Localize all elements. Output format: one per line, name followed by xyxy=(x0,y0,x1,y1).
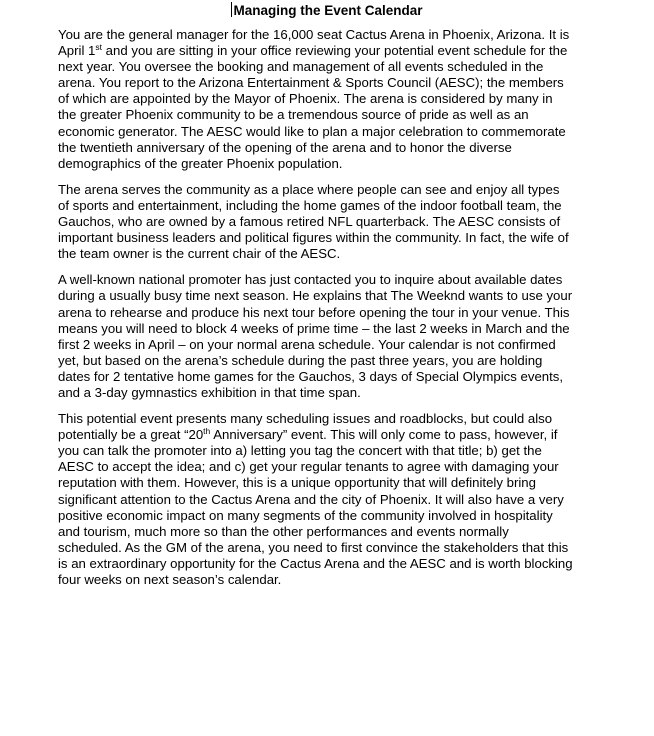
paragraph-3 xyxy=(58,272,574,401)
paragraph-3-text: A well-known national promoter has just contacted you to inquire about available dates during a usually busy time next season. He explains that The Weeknd wants to use your arena to rehearse and produce his next tour before opening the tour in your venue. This means you will need to block 4 weeks of prime time – the last 2 weeks in March and the first 2 weeks in April – on your normal arena schedule. Your calendar is not confirmed yet, but based on the arena’s schedule during the past three years, you are holding dates for 2 tentative home games for the Gauchos, 3 days of Special Olympics events, and a 3-day gymnastics exhibition in that time span. xyxy=(58,272,573,400)
paragraph-4-text-a: This potential event presents many scheduling issues and roadblocks, but could also potentially be a great “20 xyxy=(58,411,553,443)
document-body xyxy=(58,27,574,598)
paragraph-4-text-b: Anniversary” event. This will only come to pass, however, if you can talk the promoter into a) letting you tag the concert with that title; b) get the AESC to accept the idea; and c) get your regular tenants to agree with damaging your reputation with them. However, this is a unique opportunity that will definitely bring significant attention to the Cactus Arena and the city of Phoenix. It will also have a very positive economic impact on many segments of the community involved in hospitality and tourism, much more so than the other performances and events normally scheduled. As the GM of the arena, you need to first convince the stakeholders that this is an extraordinary opportunity for the Cactus Arena and the AESC and is worth blocking four weeks on next season’s calendar. xyxy=(58,427,573,587)
paragraph-4 xyxy=(58,411,574,588)
document-title: Managing the Event Calendar xyxy=(233,3,423,18)
document-title-line xyxy=(0,2,654,19)
ordinal-suffix: st xyxy=(95,42,103,53)
paragraph-1-text-a: You are the general manager for the 16,000 seat Cactus Arena in Phoenix, Arizona. It is April 1 xyxy=(58,27,570,59)
paragraph-1-text-b: and you are sitting in your office reviewing your potential event schedule for the next year. You oversee the booking and management of all events scheduled in the arena. You report to the Arizona Entertainment & Sports Council (AESC); the members of which are appointed by the Mayor of Phoenix. The arena is considered by many in the greater Phoenix community to be a tremendous source of pride as well as an economic generator. The AESC would like to plan a major celebration to commemorate the twentieth anniversary of the opening of the arena and to honor the diverse demographics of the greater Phoenix population. xyxy=(58,43,568,171)
paragraph-1 xyxy=(58,27,574,172)
ordinal-suffix: th xyxy=(203,426,211,437)
paragraph-2 xyxy=(58,182,574,262)
paragraph-2-text: The arena serves the community as a place where people can see and enjoy all types of sports and entertainment, including the home games of the indoor football team, the Gauchos, who are owned by a famous retired NFL quarterback. The AESC consists of important business leaders and political figures within the community. In fact, the wife of the team owner is the current chair of the AESC. xyxy=(58,181,569,262)
